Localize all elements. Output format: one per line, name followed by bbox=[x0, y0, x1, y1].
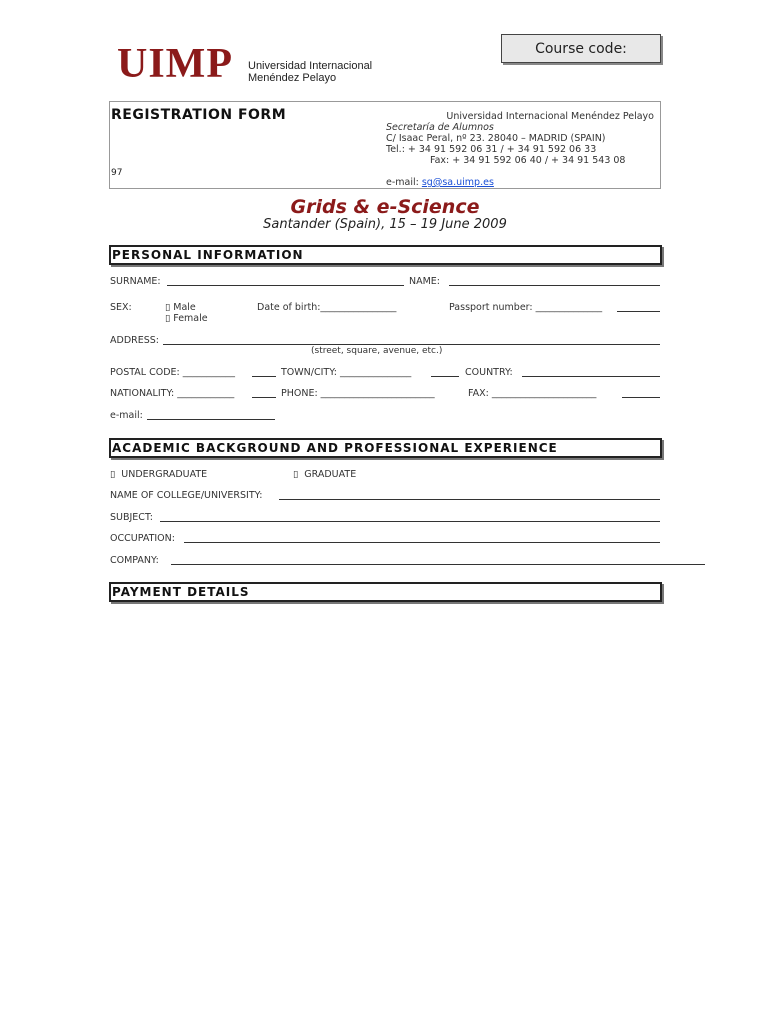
section-personal-information: PERSONAL INFORMATION bbox=[109, 245, 662, 265]
female-label: Female bbox=[173, 313, 208, 324]
nationality-line-end bbox=[252, 397, 276, 398]
town-city-field[interactable]: TOWN/CITY: _______________ bbox=[281, 367, 412, 378]
undergraduate-label: UNDERGRADUATE bbox=[121, 469, 208, 480]
passport-field[interactable]: Passport number: ______________ bbox=[449, 302, 603, 313]
name-label: NAME: bbox=[409, 276, 441, 287]
nationality-field[interactable]: NATIONALITY: ____________ bbox=[110, 388, 235, 399]
male-option[interactable] bbox=[165, 302, 196, 313]
passport-line-end bbox=[617, 311, 660, 312]
undergraduate-option[interactable] bbox=[110, 469, 207, 480]
street-address: C/ Isaac Peral, nº 23. 28040 – MADRID (SPAIN) bbox=[386, 133, 606, 144]
college-label: NAME OF COLLEGE/UNIVERSITY: bbox=[110, 490, 263, 501]
office-name: Secretaría de Alumnos bbox=[386, 122, 494, 133]
graduate-label: GRADUATE bbox=[304, 469, 357, 480]
uimp-logo-text bbox=[248, 60, 372, 84]
occupation-field[interactable] bbox=[184, 542, 660, 543]
logo-line-1: Universidad Internacional bbox=[248, 60, 373, 72]
email-label: e-mail: bbox=[386, 177, 422, 188]
checkbox-icon[interactable]: ▯ bbox=[165, 313, 171, 324]
event-subtitle: Santander (Spain), 15 – 19 June 2009 bbox=[263, 217, 507, 232]
subject-label: SUBJECT: bbox=[110, 512, 153, 523]
form-code: 97 bbox=[111, 168, 123, 178]
contact-email-line bbox=[386, 177, 494, 188]
section-academic-background: ACADEMIC BACKGROUND AND PROFESSIONAL EXPERIENCE bbox=[109, 438, 662, 458]
contact-email-link[interactable]: sg@sa.uimp.es bbox=[421, 177, 494, 188]
course-code-box[interactable]: Course code: bbox=[501, 34, 661, 63]
country-label: COUNTRY: bbox=[465, 367, 513, 378]
college-field[interactable] bbox=[279, 499, 660, 500]
telephone: Tel.: + 34 91 592 06 31 / + 34 91 592 06 33 bbox=[386, 144, 597, 155]
uimp-logo-mark: UIMP bbox=[117, 41, 233, 87]
event-title: Grids & e-Science bbox=[290, 196, 480, 218]
institution-name: Universidad Internacional Menéndez Pelayo bbox=[446, 111, 654, 122]
country-field[interactable] bbox=[522, 376, 660, 377]
section-payment-details: PAYMENT DETAILS bbox=[109, 582, 662, 602]
surname-label: SURNAME: bbox=[110, 276, 161, 287]
name-field[interactable] bbox=[449, 285, 660, 286]
address-hint: (street, square, avenue, etc.) bbox=[311, 346, 443, 356]
subject-field[interactable] bbox=[160, 521, 660, 522]
email-field[interactable] bbox=[147, 419, 275, 420]
date-of-birth-field[interactable]: Date of birth:________________ bbox=[257, 302, 397, 313]
postal-code-field[interactable]: POSTAL CODE: ___________ bbox=[110, 367, 236, 378]
phone-field[interactable]: PHONE: ________________________ bbox=[281, 388, 435, 399]
address-label: ADDRESS: bbox=[110, 335, 159, 346]
fax-number: Fax: + 34 91 592 06 40 / + 34 91 543 08 bbox=[430, 155, 626, 166]
fax-field[interactable]: FAX: ______________________ bbox=[468, 388, 597, 399]
female-option[interactable] bbox=[165, 313, 208, 324]
checkbox-icon[interactable]: ▯ bbox=[165, 302, 171, 313]
fax-line-end bbox=[622, 397, 660, 398]
checkbox-icon[interactable]: ▯ bbox=[110, 469, 116, 480]
postal-line-end bbox=[252, 376, 276, 377]
company-label: COMPANY: bbox=[110, 555, 159, 566]
town-line-end bbox=[431, 376, 459, 377]
institution-address bbox=[386, 111, 658, 166]
logo-line-2: Menéndez Pelayo bbox=[248, 72, 337, 84]
form-title: REGISTRATION FORM bbox=[111, 107, 287, 123]
checkbox-icon[interactable]: ▯ bbox=[293, 469, 299, 480]
address-field[interactable] bbox=[163, 344, 660, 345]
email-label: e-mail: bbox=[110, 410, 143, 421]
surname-field[interactable] bbox=[167, 285, 404, 286]
occupation-label: OCCUPATION: bbox=[110, 533, 175, 544]
sex-label: SEX: bbox=[110, 302, 132, 313]
company-field[interactable] bbox=[171, 564, 705, 565]
graduate-option[interactable] bbox=[293, 469, 356, 480]
male-label: Male bbox=[173, 302, 196, 313]
